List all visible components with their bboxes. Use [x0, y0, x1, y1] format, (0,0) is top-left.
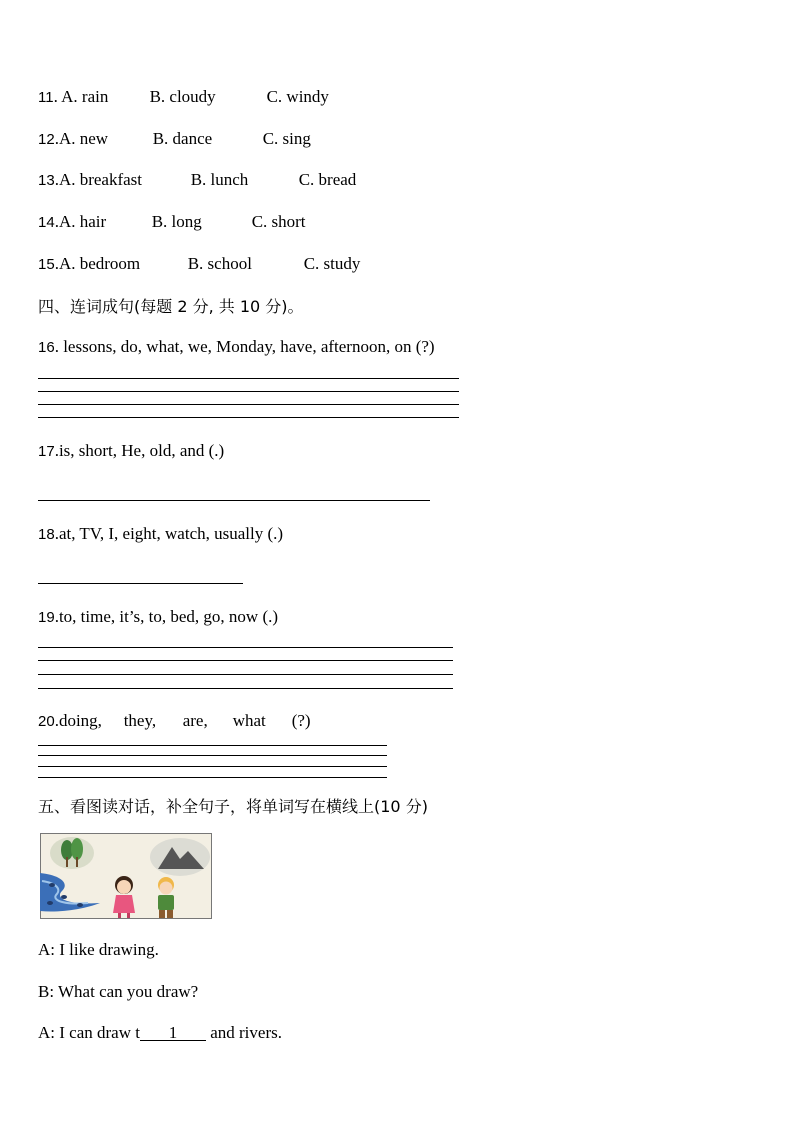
answer-line[interactable]: [38, 378, 459, 379]
question-number: 20: [38, 713, 55, 730]
question-text: .at, TV, I, eight, watch, usually (.): [54, 524, 284, 543]
word: are,: [182, 711, 208, 730]
answer-line[interactable]: [38, 404, 459, 405]
question-number: 18: [38, 526, 55, 543]
word: they,: [123, 711, 157, 730]
question-11: [38, 87, 329, 107]
option-b: B. school: [187, 254, 252, 273]
answer-line[interactable]: [38, 688, 453, 689]
option-a: . A. rain: [53, 87, 109, 106]
answer-line[interactable]: [38, 674, 453, 675]
question-13: [38, 170, 356, 190]
answer-line[interactable]: [38, 391, 459, 392]
question-text: .is, short, He, old, and (.): [54, 441, 225, 460]
option-b: B. long: [151, 212, 202, 231]
word: (?): [291, 711, 311, 730]
answer-line[interactable]: [38, 417, 459, 418]
answer-line[interactable]: [38, 766, 387, 767]
answer-line[interactable]: [38, 777, 387, 778]
answer-line[interactable]: [38, 500, 430, 501]
option-b: B. cloudy: [149, 87, 216, 106]
dialog-line-b1: B: What can you draw?: [38, 982, 199, 1001]
question-15: [38, 254, 360, 274]
option-c: C. sing: [262, 129, 311, 148]
question-number: 12: [38, 131, 55, 148]
option-a: .A. new: [54, 129, 109, 148]
question-19: [38, 607, 278, 627]
question-12: [38, 129, 311, 149]
section-5-heading: 五、看图读对话，补全句子，将单词写在横线上(10 分): [38, 797, 428, 816]
dialog-line-a1: A: I like drawing.: [38, 940, 159, 959]
question-17: [38, 441, 224, 461]
dialog-line-a2: [38, 1023, 282, 1043]
question-18: [38, 524, 283, 544]
option-c: C. bread: [298, 170, 357, 189]
question-number: 16: [38, 339, 55, 356]
illustration-kids-drawing: [40, 833, 212, 919]
question-number: 15: [38, 256, 55, 273]
question-16: [38, 337, 435, 357]
dialog-text-before-blank: A: I can draw t: [38, 1023, 140, 1042]
section-4-heading: 四、连词成句(每题 2 分, 共 10 分)。: [38, 297, 304, 316]
answer-line[interactable]: [38, 583, 243, 584]
question-number: 11: [38, 89, 54, 106]
question-20: [38, 711, 311, 731]
answer-line[interactable]: [38, 755, 387, 756]
answer-line[interactable]: [38, 745, 387, 746]
word: what: [232, 711, 266, 730]
option-c: C. short: [251, 212, 306, 231]
question-number: 13: [38, 172, 55, 189]
option-a: .A. hair: [54, 212, 107, 231]
fill-in-blank-1[interactable]: 1: [140, 1026, 206, 1041]
question-number: 14: [38, 214, 55, 231]
question-14: [38, 212, 306, 232]
option-a: .A. bedroom: [54, 254, 141, 273]
option-c: C. windy: [266, 87, 329, 106]
option-b: B. dance: [152, 129, 213, 148]
dialog-text-after-blank: and rivers.: [205, 1023, 282, 1042]
answer-line[interactable]: [38, 647, 453, 648]
question-text: .to, time, it’s, to, bed, go, now (.): [54, 607, 279, 626]
answer-line[interactable]: [38, 660, 453, 661]
question-number: 19: [38, 609, 55, 626]
option-b: B. lunch: [190, 170, 249, 189]
question-text: . lessons, do, what, we, Monday, have, afternoon, on (?): [54, 337, 435, 356]
question-number: 17: [38, 443, 55, 460]
option-a: .A. breakfast: [54, 170, 143, 189]
word: .doing,: [54, 711, 102, 730]
option-c: C. study: [303, 254, 361, 273]
